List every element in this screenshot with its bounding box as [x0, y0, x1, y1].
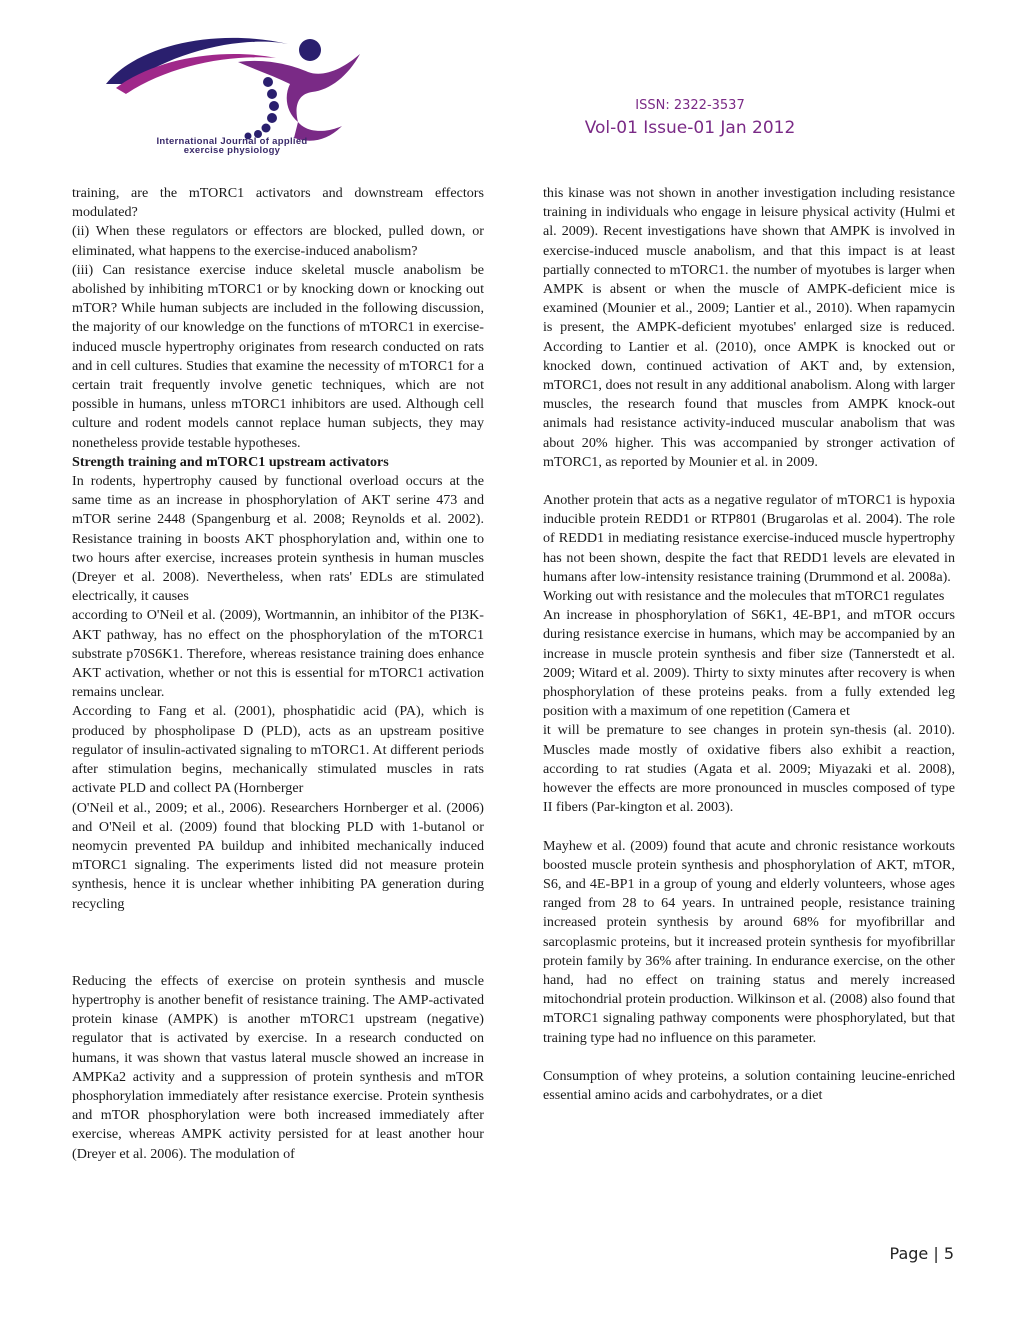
paragraph: Consumption of whey proteins, a solution containing leucine-enriched essential amino acids and carbohydrates, or a diet: [543, 1067, 955, 1103]
paragraph: Another protein that acts as a negative regulator of mTORC1 is hypoxia inducible protein REDD1 or RTP801 (Brugarolas et al. 2004). The role of REDD1 in mediating resistance exercise-induced muscle hypertrophy has not been shown, despite the fact that REDD1 levels are elevated in humans after low-intensity resistance training (Drummond et al. 2008a).: [543, 492, 955, 585]
page-number: Page | 5: [889, 1244, 954, 1263]
paragraph: According to Fang et al. (2001), phosphatidic acid (PA), which is produced by phospholipase D (PLD), acts as an upstream positive regulator of insulin-activated signaling to mTORC1. At different periods after stimulation begins, mechanically stimulated muscles in rats activate PLD and collect PA (Hornberger: [72, 703, 484, 797]
logo-figure-head: [299, 39, 321, 61]
section-heading: Strength training and mTORC1 upstream activators: [72, 453, 389, 470]
paragraph: In rodents, hypertrophy caused by functional overload occurs at the same time as an increase in phosphorylation of AKT serine 473 and mTOR serine 2448 (Spangenburg et al. 2008; Reynolds et al. 2002). Resistance training in boosts AKT phosphorylation and, within one to two hours after exercise, increases protein synthesis in human muscles (Dreyer et al. 2008). Nevertheless, when rats' EDLs are stimulated electrically, it causes: [72, 473, 484, 605]
paragraph: training, are the mTORC1 activators and downstream effectors modulated?: [72, 185, 484, 221]
issn-label: ISSN: 2322-3537: [635, 98, 745, 113]
paragraph: (O'Neil et al., 2009; et al., 2006). Researchers Hornberger et al. (2006) and O'Neil et al. (2009) found that blocking PLD with 1-butanol or neomycin prevented PA buildup and inhibited mechanically induced mTORC1 signaling. The experiments listed did not measure protein synthesis, hence it is unclear whether inhibiting PA generation during recycling: [72, 799, 484, 912]
paragraph: Mayhew et al. (2009) found that acute and chronic resistance workouts boosted muscle protein synthesis and phosphorylation of AKT, mTOR, S6, and 4E-BP1 in a group of young and elderly volunteers, whose ages ranged from 28 to 64 years. In untrained people, resistance training increased protein synthesis by around 68% for myofibrillar and sarcoplasmic proteins, but it increased protein synthesis for myofibrillar protein family by 36% after training. In endurance exercise, on the other hand, had no effect on training status and merely increased mitochondrial protein production. Wilkinson et al. (2008) also found that mTORC1 signaling pathway components were phosphorylated, but that training type had no influence on this parameter.: [543, 837, 955, 1046]
paragraph: (iii) Can resistance exercise induce skeletal muscle anabolism be abolished by inhibiting mTORC1 or by knocking down or knocking out mTOR? While human subjects are included in the following discussion, the majority of our knowledge on the functions of mTORC1 in exercise-induced muscle hypertrophy originates from research conducted on rats and in cell cultures. Studies that examine the necessity of mTORC1 for a certain trait frequently involve genetic techniques, which are not possible in humans, unless mTORC1 inhibitors are used. Although cell culture and rodent models cannot replace human subjects, they may nonetheless provide testable hypotheses.: [72, 261, 484, 451]
logo-spine-dot: [267, 113, 277, 123]
paragraph: according to O'Neil et al. (2009), Wortmannin, an inhibitor of the PI3K-AKT pathway, has no effect on the phosphorylation of the mTORC1 substrate p70S6K1. Therefore, whereas resistance training does enhance AKT activation, whether or not this is essential for mTORC1 activation remains unclear.: [72, 607, 484, 701]
paragraph: (ii) When these regulators or effectors are blocked, pulled down, or eliminated, what happens to the exercise-induced anabolism?: [72, 223, 484, 259]
logo-spine-dot: [263, 77, 273, 87]
paragraph: An increase in phosphorylation of S6K1, 4E-BP1, and mTOR occurs during resistance exercise in humans, which may be accompanied by an increase in muscle protein synthesis and fiber size (Tannerstedt et al. 2009; Witard et al. 2009). Thirty to sixty minutes after recovery is when phosphorylation of these proteins peaks. from a fully extended leg position with a maximum of one repetition (Camera et: [543, 607, 955, 720]
logo-spine-dot: [262, 124, 271, 133]
logo-spine-dot: [267, 89, 277, 99]
logo-text-line2: exercise physiology: [183, 145, 281, 156]
subsection-heading: Working out with resistance and the molecules that mTORC1 regulates: [543, 588, 945, 605]
logo-text: [104, 137, 360, 155]
paragraph: this kinase was not shown in another investigation including resistance training in individuals who engage in leisure physical activity (Hulmi et al. 2009). Recent investigations have shown that AMPK is involved in exercise-induced muscle anabolism, and that this impact is at least partially connected to mTORC1. the number of myotubes is larger when AMPK is absent or when the muscle of AMPK-deficient mice is examined (Mounier et al., 2009; Lantier et al., 2010). When rapamycin is present, the AMPK-deficient myotubes' enlarged size is reduced. According to Lantier et al. (2010), once AMPK is knocked out or knocked down, continued activation of AKT and, by extension, mTORC1, does not result in any additional anabolism. Along with larger muscles, the research found that muscles from AMPK knock-out animals had resistance activity-induced muscular anabolism that was about 20% higher. This was accompanied by stronger activation of mTORC1, as reported by Mounier et al. in 2009.: [543, 185, 955, 470]
right-column: [543, 184, 955, 1105]
logo-text-line1: International Journal of applied: [156, 136, 308, 147]
logo-figure-body: [238, 54, 360, 122]
left-column: [72, 184, 484, 1164]
logo-spine-dot: [269, 101, 279, 111]
volume-issue-label: Vol-01 Issue-01 Jan 2012: [584, 118, 796, 138]
paragraph: it will be premature to see changes in protein syn-thesis (al. 2010). Muscles made mostly of oxidative fibers also exhibit a reaction, according to rat studies (Agata et al. 2009; Miyazaki et al. 2008), however the effects are more pronounced in muscles composed of type II fibers (Par-kington et al. 2003).: [543, 722, 955, 816]
paragraph: Reducing the effects of exercise on protein synthesis and muscle hypertrophy is another benefit of resistance training. The AMP-activated protein kinase (AMPK) is another mTORC1 upstream (negative) regulator that is activated by exercise. In a research conducted on humans, it was shown that vastus lateral muscle showed an increase in AMPKa2 activity and a suppression of protein synthesis and mTOR phosphorylation immediately after resistance exercise. Protein synthesis and mTOR phosphorylation were both increased immediately after exercise, whereas AMPK activity persisted for at least another hour (Dreyer et al. 2006). The modulation of: [72, 972, 484, 1162]
